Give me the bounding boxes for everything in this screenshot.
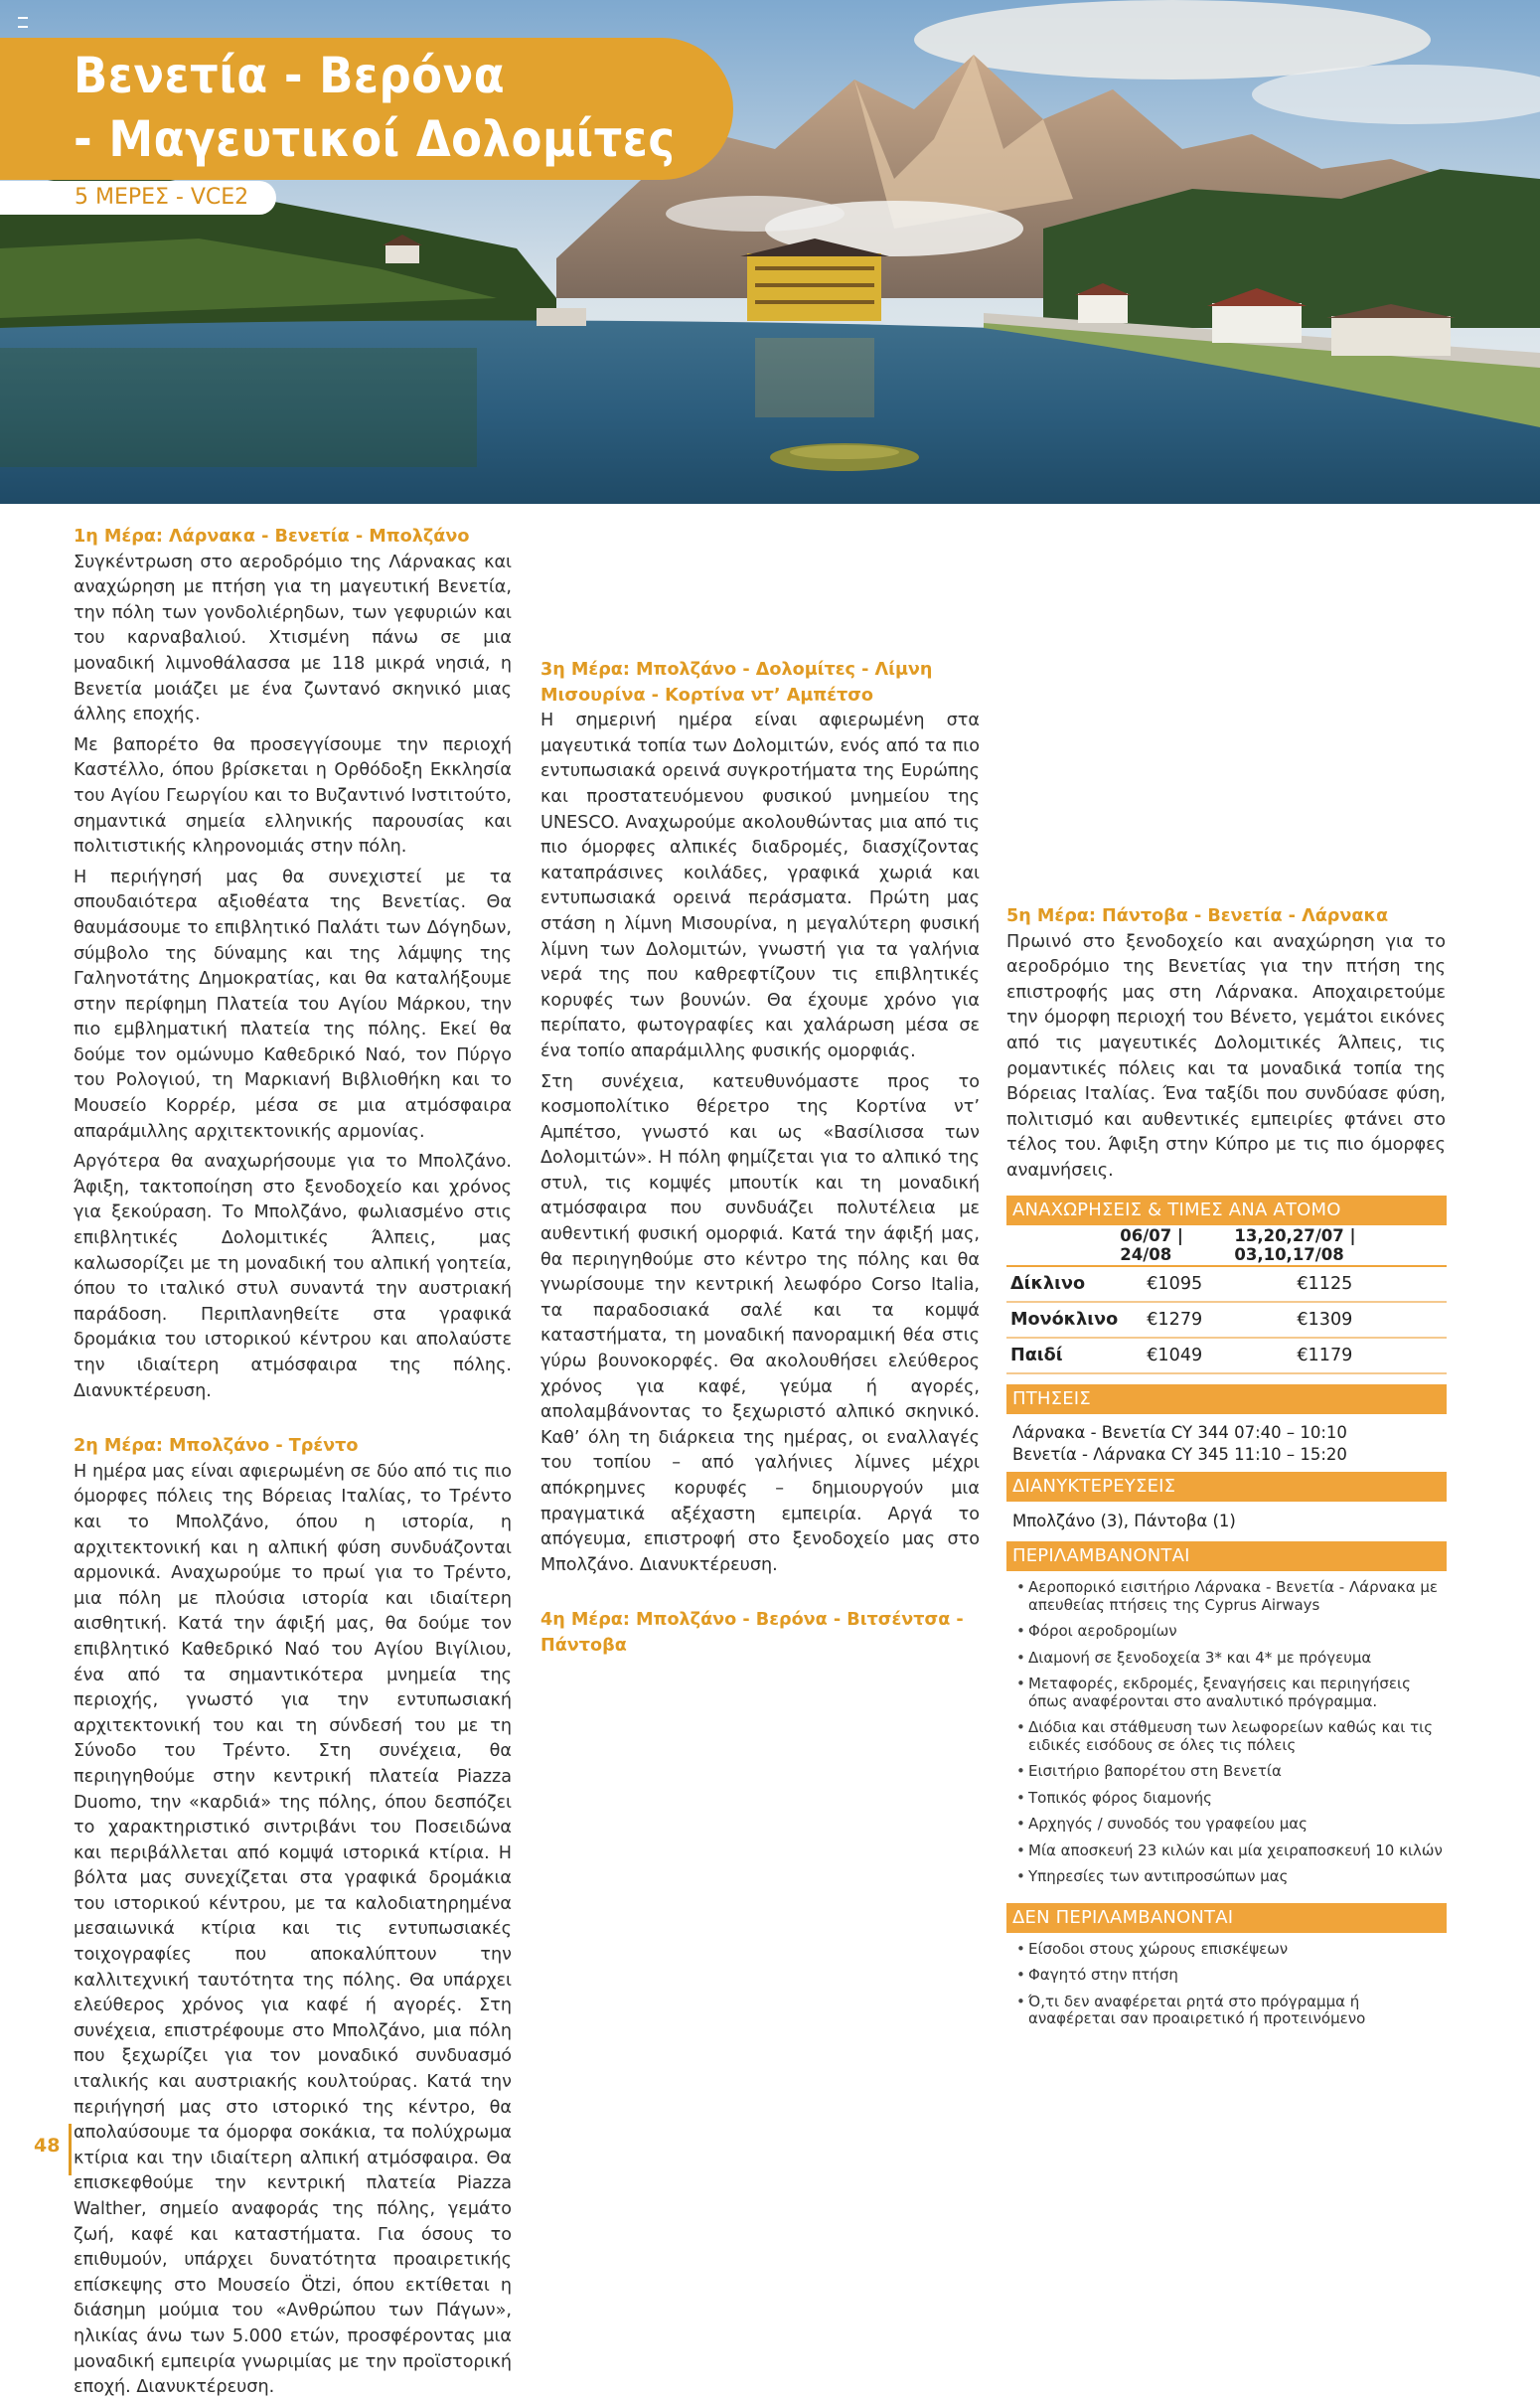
day-3-heading: 3η Μέρα: Μπολζάνο - Δολομίτες - Λίμνη Μισουρίνα - Κορτίνα ντ’ Αμπέτσο xyxy=(540,660,933,706)
list-item: • Ό,τι δεν αναφέρεται ρητά στο πρόγραμμα ή αναφέρεται σαν προαιρετικό ή προτεινόμενο xyxy=(1016,1994,1447,2028)
day-1-paragraph-2: Με βαπορέτο θα προσεγγίσουμε την περιοχή Καστέλλο, όπου βρίσκεται η Ορθόδοξη Εκκλησία του Αγίου Γεωργίου και το Βυζαντινό Ινστιτούτο, σημαντικά σημεία ελληνικής παρουσίας και πολιτιστικής κληρονομιάς στην πόλη. xyxy=(74,734,512,858)
price-col-a-header: 06/07 | 24/08 xyxy=(1119,1225,1233,1266)
hero-image xyxy=(0,0,1540,504)
nights-bar: ΔΙΑΝΥΚΤΕΡΕΥΣΕΙΣ xyxy=(1006,1472,1447,1502)
excluded-list xyxy=(1006,1933,1447,2045)
price-cell: €1179 xyxy=(1233,1338,1447,1373)
list-item: • Εισιτήριο βαπορέτου στη Βενετία xyxy=(1016,1763,1447,1781)
page-number: 48 xyxy=(34,2135,61,2157)
row-label: Παιδί xyxy=(1006,1338,1119,1373)
list-item: • Αρχηγός / συνοδός του γραφείου μας xyxy=(1016,1816,1447,1834)
excluded-bar: ΔΕΝ ΠΕΡΙΛΑΜΒΑΝΟΝΤΑΙ xyxy=(1006,1903,1447,1933)
price-cell: €1279 xyxy=(1119,1302,1233,1338)
day-1-paragraph-3: Η περιήγησή μας θα συνεχιστεί με τα σπουδαιότερα αξιοθέατα της Βενετίας. Θα θαυμάσουμε το επιβλητικό Παλάτι των Δόγηδων, σύμβολο της δύναμης και της λάμψης της Γαληνοτάτης Δημοκρατίας, και θα καταλήξουμε στην περίφημη Πλατεία του Αγίου Μάρκου, την πιο εμβληματική πλατεία της πόλης. Εκεί θα δούμε τον ομώνυμο Καθεδρικό Ναό, τον Πύργο του Ρολογιού, τη Μαρκιανή Βιβλιοθήκη και το Μουσείο Κορρέρ, μέσα σε μια ατμόσφαιρα απαράμιλλης αρχιτεκτονικής αρμονίας. xyxy=(74,867,512,1142)
list-item: • Τοπικός φόρος διαμονής xyxy=(1016,1790,1447,1808)
pricing-bar: ΑΝΑΧΩΡΗΣΕΙΣ & ΤΙΜΕΣ ΑΝΑ ΑΤΟΜΟ xyxy=(1006,1196,1447,1225)
list-item: • Φαγητό στην πτήση xyxy=(1016,1967,1447,1985)
flight-outbound: Λάρνακα - Βενετία CY 344 07:40 – 10:10 xyxy=(1012,1423,1347,1442)
day-5-paragraph: Πρωινό στο ξενοδοχείο και αναχώρηση για το αεροδρόμιο της Βενετίας για την πτήση της επιστροφής μας στη Λάρνακα. Αποχαιρετούμε την όμορφη περιοχή του Βένετο, γεμάτοι εικόνες από τις μαγευτικές Δολομιτικές Άλπεις, τις ρομαντικές πόλεις και τα μοναδικά τοπία της Βόρειας Ιταλίας. Ένα ταξίδι που συνδύασε φύση, πολιτισμό και αυθεντικές εμπειρίες φτάνει στο τέλος του. Άφιξη στην Κύπρο με τις πιο όμορφες αναμνήσεις. xyxy=(1006,931,1446,1181)
row-label: Μονόκλινο xyxy=(1006,1302,1119,1338)
price-table xyxy=(1006,1225,1447,1374)
table-row xyxy=(1006,1338,1447,1373)
trip-code: 5 ΜΕΡΕΣ - VCE2 xyxy=(75,185,249,210)
list-item: • Διαμονή σε ξενοδοχεία 3* και 4* με πρόγευμα xyxy=(1016,1650,1447,1668)
info-box xyxy=(1006,1196,1447,2045)
page-rule xyxy=(69,2124,72,2175)
day-5-heading: 5η Μέρα: Πάντοβα - Βενετία - Λάρνακα xyxy=(1006,906,1389,926)
title-line-2: - Μαγευτικοί Δολομίτες xyxy=(74,110,676,168)
list-item: • Μία αποσκευή 23 κιλών και μία χειραποσκευή 10 κιλών xyxy=(1016,1842,1447,1860)
day-1-paragraph-1: Συγκέντρωση στο αεροδρόμιο της Λάρνακας και αναχώρηση με πτήση για τη μαγευτική Βενετία, την πόλη των γονδολιέρηδων, των γεφυριών και του καρναβαλιού. Χτισμένη πάνω σε μια μοναδική λιμνοθάλασσα με 118 μικρά νησιά, η Βενετία μοιάζει με ένα ζωντανό σκηνικό μιας άλλης εποχής. xyxy=(74,552,512,725)
day-3-paragraph-2: Στη συνέχεια, κατευθυνόμαστε προς το κοσμοπολίτικο θέρετρο της Κορτίνα ντ’ Αμπέτσο, γνωστό και ως «Βασίλισσα των Δολομιτών». Η πόλη φημίζεται για το αλπικό της στυλ, τις κομψές μπουτίκ και τη μοναδική ατμόσφαιρα που συνδυάζει πολυτέλεια με αυθεντική φυσική ομορφιά. Κατά την άφιξή μας, θα περιηγηθούμε στο κέντρο της πόλης και θα γνωρίσουμε την κεντρική λεωφόρο Corso Italia, τα παραδοσιακά σαλέ και τα κομψά καταστήματα, τη μοναδική πανοραμική θέα στις γύρω βουνοκορφές. Θα ακολουθήσει ελεύθερος χρόνος για καφέ, γεύμα ή αγορές, απολαμβάνοντας το ξεχωριστό αλπικό σκηνικό. Καθ’ όλη τη διάρκεια της ημέρας, οι εναλλαγές του τοπίου – από γαλήνιες λίμνες μέχρι απόκρημνες κορυφές – δημιουργούν μια πραγματικά αξέχαστη εμπειρία. Αργά το απόγευμα, επιστροφή στο ξενοδοχείο μας στο Μπολζάνο. Διανυκτέρευση. xyxy=(540,1071,980,1575)
nights-text: Μπολζάνο (3), Πάντοβα (1) xyxy=(1012,1512,1236,1530)
day-1-heading: 1η Μέρα: Λάρνακα - Βενετία - Μπολζάνο xyxy=(74,527,470,547)
list-item: • Αεροπορικό εισιτήριο Λάρνακα - Βενετία - Λάρνακα με απευθείας πτήσεις της Cyprus Airways xyxy=(1016,1579,1447,1614)
day-1-paragraph-4: Αργότερα θα αναχωρήσουμε για το Μπολζάνο. Άφιξη, τακτοποίηση στο ξενοδοχείο και χρόνος για ξεκούραση. Το Μπολζάνο, φωλιασμένο στις επιβλητικές Δολομιτικές Άλπεις, μας καλωσορίζει με τη μοναδική του αλπική γοητεία, όπου το ιταλικό στυλ συναντά την αυστριακή παράδοση. Περιπλανηθείτε στα γραφικά δρομάκια του ιστορικού κέντρου και απολαύστε την ιδιαίτερη ατμόσφαιρα της πόλης. Διανυκτέρευση. xyxy=(74,1152,512,1401)
column-2 xyxy=(540,525,980,2102)
day-4-heading: 4η Μέρα: Μπολζάνο - Βερόνα - Βιτσέντσα - Πάντοβα xyxy=(540,1610,964,1656)
row-label: Δίκλινο xyxy=(1006,1266,1119,1302)
list-item: • Υπηρεσίες των αντιπροσώπων μας xyxy=(1016,1868,1447,1886)
price-col-b-header: 13,20,27/07 | 03,10,17/08 xyxy=(1233,1225,1447,1266)
day-3-paragraph-1: Η σημερινή ημέρα είναι αφιερωμένη στα μαγευτικά τοπία των Δολομιτών, ενός από τα πιο εντυπωσιακά ορεινά συγκροτήματα της Ευρώπης και προστατευόμενου φυσικού μνημείου της UNESCO. Αναχωρούμε ακολουθώντας μια από τις πιο όμορφες αλπικές διαδρομές, διασχίζοντας καταπράσινες κοιλάδες, γραφικά χωριά και εντυπωσιακά ορεινά περάσματα. Πρώτη μας στάση η λίμνη Μισουρίνα, η μεγαλύτερη φυσική λίμνη των Δολομιτών, γνωστή για τα γαλήνια νερά της που καθρεφτίζουν τις επιβλητικές κορυφές των βουνών. Θα έχουμε χρόνο για περίπατο, φωτογραφίες και χαλάρωση μέσα σε ένα τοπίο απαράμιλλης φυσικής ομορφιάς. xyxy=(540,711,980,1061)
flights-bar: ΠΤΗΣΕΙΣ xyxy=(1006,1384,1447,1414)
list-item: • Είσοδοι στους χώρους επισκέψεων xyxy=(1016,1941,1447,1959)
page-title xyxy=(74,44,729,171)
title-line-1: Βενετία - Βερόνα xyxy=(74,47,506,104)
table-row xyxy=(1006,1266,1447,1302)
flights-list xyxy=(1006,1414,1447,1472)
list-item: • Φόροι αεροδρομίων xyxy=(1016,1623,1447,1641)
list-item: • Μεταφορές, εκδρομές, ξεναγήσεις και περιηγήσεις όπως αναφέρονται στο αναλυτικό πρόγραμμα. xyxy=(1016,1676,1447,1710)
price-cell: €1095 xyxy=(1119,1266,1233,1302)
price-cell: €1309 xyxy=(1233,1302,1447,1338)
table-row xyxy=(1006,1302,1447,1338)
included-bar: ΠΕΡΙΛΑΜΒΑΝΟΝΤΑΙ xyxy=(1006,1541,1447,1571)
flight-return: Βενετία - Λάρνακα CY 345 11:10 – 15:20 xyxy=(1012,1445,1347,1464)
menu-icon xyxy=(18,17,28,28)
list-item: • Διόδια και στάθμευση των λεωφορείων καθώς και τις ειδικές εισόδους σε όλες τις πόλεις xyxy=(1016,1719,1447,1754)
column-1: 1η Μέρα: Λάρνακα - Βενετία - Μπολζάνο Συγκέντρωση στο αεροδρόμιο της Λάρνακας και αναχώρηση με πτήση για τη μαγευτική Βενετία, την πόλη των γονδολιέρηδων, των γεφυριών και του καρναβαλιού. Χτισμένη πάνω σε μια μοναδική λιμνοθάλασσα με 118 μικρά νησιά, η Βενετία μοιάζει με ένα ζωντανό σκηνικό μιας άλλης εποχής. Με βαπορέτο θα προσεγγίσουμε την περιοχή Καστέλλο, όπου βρίσκεται η Ορθόδοξη Εκκλησία του Αγίου Γεωργίου και το Βυζαντινό Ινστιτούτο, σημαντικά σημεία ελληνικής παρουσίας και πολιτιστικής κληρονομιάς στην πόλη. Η περιήγησή μας θα συνεχιστεί με τα σπουδαιότερα αξιοθέατα της Βενετίας. Θα θαυμάσουμε το επιβλητικό Παλάτι των Δόγηδων, σύμβολο της δύναμης και της λάμψης της Γαληνοτάτης Δημοκρατίας, και θα καταλήξουμε στην περίφημη Πλατεία του Αγίου Μάρκου, την πιο εμβληματική πλατεία της πόλης. Εκεί θα δούμε τον ομώνυμο Καθεδρικό Ναό, τον Πύργο του Ρολογιού, τη Μαρκιανή Βιβλιοθήκη και το Μουσείο Κορρέρ, μέσα σε μια ατμόσφαιρα απαράμιλλης αρχιτεκτονικής αρμονίας. Αργότερα θα αναχωρήσουμε για το Μπολζάνο. Άφιξη, τακτοποίηση στο ξενοδοχείο και χρόνος για ξεκούραση. Το Μπολζάνο, φωλιασμένο στις επιβλητικές Δολομιτικές Άλπεις, μας καλωσορίζει με τη μοναδική του αλπική γοητεία, όπου το ιταλικό στυλ συναντά την αυστριακή παράδοση. Περιπλανηθείτε στα γραφικά δρομάκια του ιστορικού κέντρου και απολαύστε την ιδιαίτερη ατμόσφαιρα της πόλης. Διανυκτέρευση. 2η Μέρα: Μπολζάνο - Τρέντο Η ημέρα μας είναι αφιερωμένη σε δύο από τις πιο όμορφες πόλεις της Βόρειας Ιταλίας, το Τρέντο και το Μπολζάνο, όπου η ιστορία, η αρχιτεκτονική και η αλπική φύση συνδυάζονται αρμονικά. Αναχωρούμε το πρωί για το Τρέντο, μια πόλη με πλούσια ιστορία και ιδιαίτερη αισθητική. Κατά την άφιξή μας, θα δούμε τον επιβλητικό Καθεδρικό Ναό του Αγίου Βιγίλιου, ένα από τα σημαντικότερα μνημεία της περιοχής, γνωστό για την εντυπωσιακή αρχιτεκτονική του και τη σύνδεσή του με τη Σύνοδο του Τρέντο. Στη συνέχεια, θα περιηγηθούμε στην κεντρική πλατεία Piazza Duomo, την «καρδιά» της πόλης, όπου δεσπόζει το χαρακτηριστικό σιντριβάνι του Ποσειδώνα και περιβάλλεται από κομψά ιστορικά κτίρια. Η βόλτα μας συνεχίζεται στα γραφικά δρομάκια του ιστορικού κέντρου, με τα καλοδιατηρημένα μεσαιωνικά κτίρια και τις εντυπωσιακές τοιχογραφίες που αποκαλύπτουν την καλλιτεχνική ταυτότητα της πόλης. Θα υπάρχει ελεύθερος χρόνος για καφέ ή αγορές. Στη συνέχεια, επιστρέφουμε στο Μπολζάνο, μια πόλη που ξεχωρίζει για τον μοναδικό συνδυασμό ιταλικής και αυστριακής κουλτούρας. Κατά την περιήγησή μας στο ιστορικό της κέντρο, θα απολαύσουμε τα όμορφα σοκάκια, τα πολύχρωμα κτίρια και την ιδιαίτερη αλπική ατμόσφαιρα. Θα επισκεφθούμε την κεντρική πλατεία Piazza Walther, σημείο αναφοράς της πόλης, γεμάτο ζωή, καφέ και καταστήματα. Για όσους το επιθυμούν, υπάρχει δυνατότητα προαιρετικής επίσκεψης στο Μουσείο Ötzi, όπου εκτίθεται η διάσημη μούμια του «Ανθρώπου των Πάγων», ηλικίας άνω των 5.000 ετών, προσφέροντας μια μοναδική εμπειρία γνωριμίας με την προϊστορική εποχή. Διανυκτέρευση. xyxy=(74,527,512,2398)
included-list xyxy=(1006,1571,1447,1903)
price-cell: €1125 xyxy=(1233,1266,1447,1302)
price-cell: €1049 xyxy=(1119,1338,1233,1373)
day-2-heading: 2η Μέρα: Μπολζάνο - Τρέντο xyxy=(74,1436,359,1457)
